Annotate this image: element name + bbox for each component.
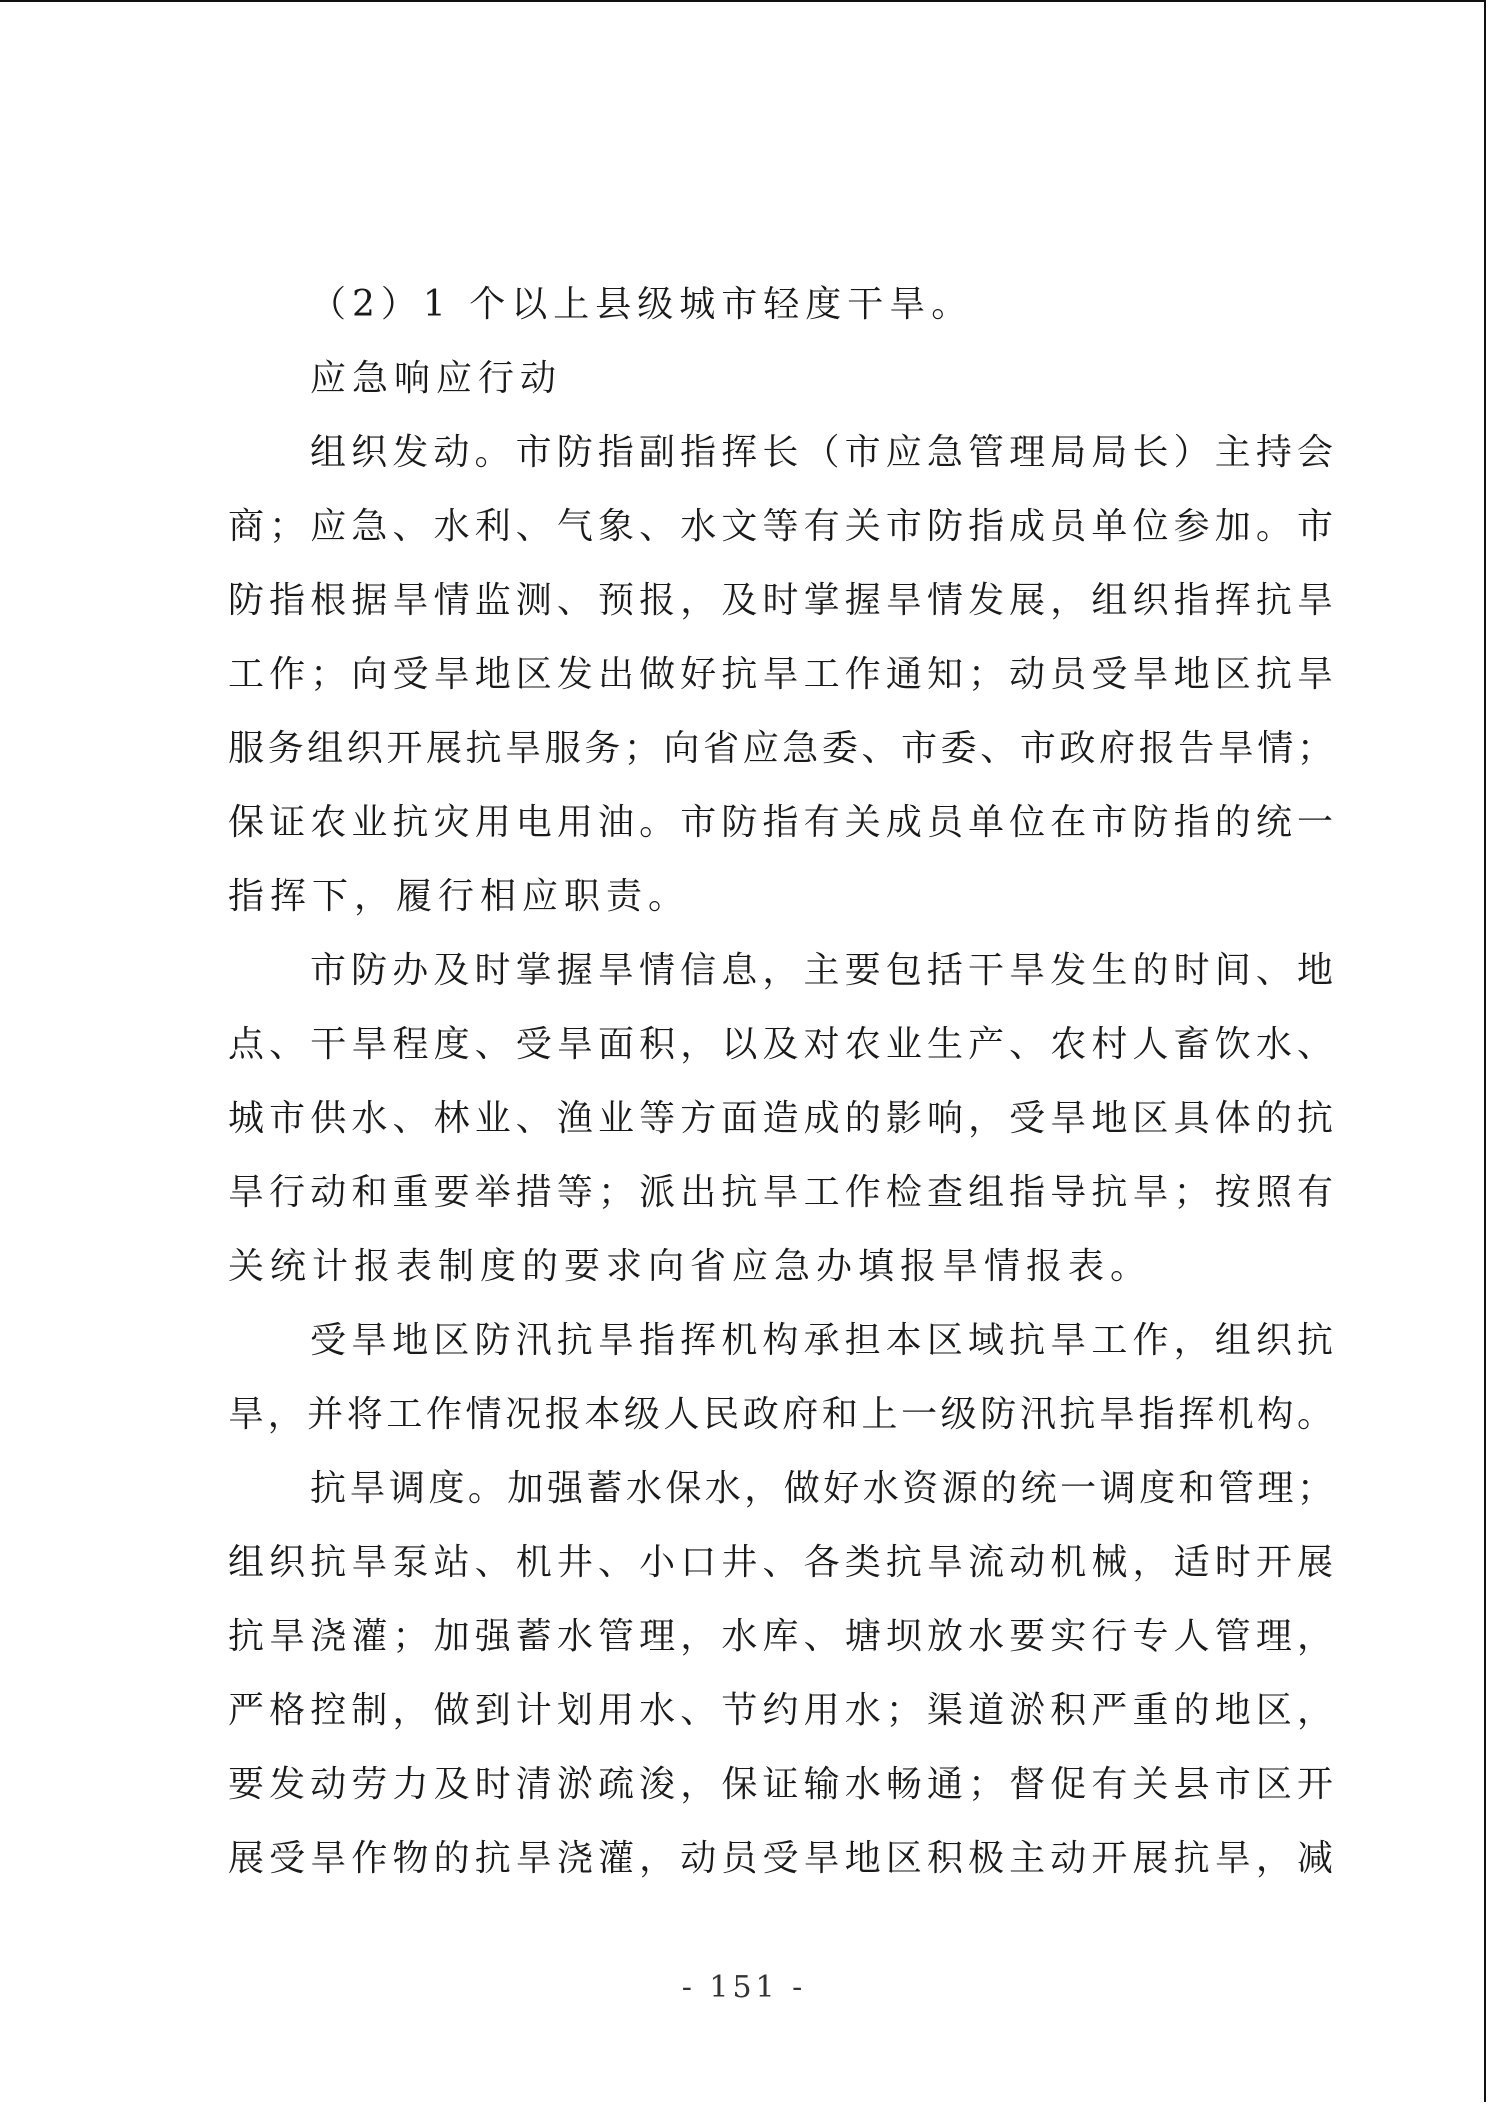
- text-line: 组织抗旱泵站、机井、小口井、各类抗旱流动机械，适时开展: [228, 1542, 1333, 1583]
- text-line: 抗旱浇灌；加强蓄水管理，水库、塘坝放水要实行专人管理，: [228, 1616, 1333, 1657]
- text-line: 服务组织开展抗旱服务；向省应急委、市委、市政府报告旱情；: [228, 728, 1333, 769]
- text-line: （2）1 个以上县级城市轻度干旱。: [310, 284, 974, 325]
- text-line: 指挥下，履行相应职责。: [228, 876, 691, 917]
- text-line: 抗旱调度。加强蓄水保水，做好水资源的统一调度和管理；: [310, 1468, 1333, 1509]
- page-number: - 151 -: [681, 1970, 807, 2005]
- text-line: 受旱地区防汛抗旱指挥机构承担本区域抗旱工作，组织抗: [310, 1320, 1333, 1361]
- text-line: 应急响应行动: [310, 358, 563, 399]
- text-line: 旱行动和重要举措等；派出抗旱工作检查组指导抗旱；按照有: [228, 1172, 1333, 1213]
- text-line: 城市供水、林业、渔业等方面造成的影响，受旱地区具体的抗: [228, 1098, 1333, 1139]
- text-line: 防指根据旱情监测、预报，及时掌握旱情发展，组织指挥抗旱: [228, 580, 1333, 621]
- text-line: 组织发动。市防指副指挥长（市应急管理局局长）主持会: [310, 432, 1333, 473]
- text-line: 旱，并将工作情况报本级人民政府和上一级防汛抗旱指挥机构。: [228, 1394, 1333, 1435]
- body-text: [228, 268, 1333, 1896]
- text-line: 关统计报表制度的要求向省应急办填报旱情报表。: [228, 1246, 1153, 1287]
- text-line: 严格控制，做到计划用水、节约用水；渠道淤积严重的地区，: [228, 1690, 1333, 1731]
- text-line: 市防办及时掌握旱情信息，主要包括干旱发生的时间、地: [310, 950, 1333, 991]
- text-line: 要发动劳力及时清淤疏浚，保证输水畅通；督促有关县市区开: [228, 1764, 1333, 1805]
- text-line: 商；应急、水利、气象、水文等有关市防指成员单位参加。市: [228, 506, 1333, 547]
- text-line: 点、干旱程度、受旱面积，以及对农业生产、农村人畜饮水、: [228, 1024, 1333, 1065]
- text-line: 保证农业抗灾用电用油。市防指有关成员单位在市防指的统一: [228, 802, 1333, 843]
- text-line: 工作；向受旱地区发出做好抗旱工作通知；动员受旱地区抗旱: [228, 654, 1333, 695]
- text-line: 展受旱作物的抗旱浇灌，动员受旱地区积极主动开展抗旱，减: [228, 1838, 1333, 1879]
